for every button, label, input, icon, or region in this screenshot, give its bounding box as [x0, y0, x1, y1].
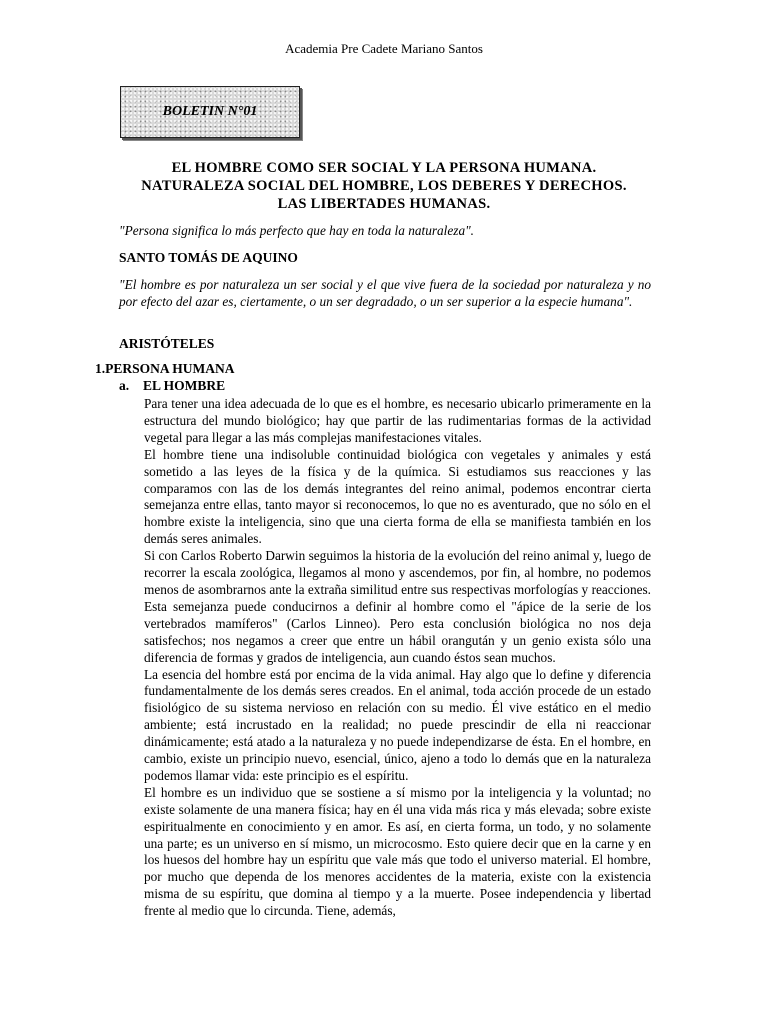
subsection-title: EL HOMBRE: [143, 378, 226, 393]
body-text: [144, 396, 651, 920]
section-heading: 1.PERSONA HUMANA: [95, 361, 235, 376]
quote-aristotle: "El hombre es por naturaleza un ser social y el que vive fuera de la sociedad por naturaleza y no por efecto del azar es, ciertamente, o un ser degradado, o un ser superior a la especie humana".: [119, 277, 651, 309]
document-title: [0, 159, 768, 213]
paragraph: El hombre tiene una indisoluble continuidad biológica con vegetales y animales y está sometido a las leyes de la física y de la química. Si estudiamos sus reacciones y las comparamos con las de los demás integrantes del reino animal, podemos encontrar cierta semejanza entre ellas, tanto mayor si reconocemos, lo que no es aventurado, que no sólo en el hombre existe la inteligencia, sino que una cierta forma de ella se manifiesta también en los demás seres animales.: [144, 446, 651, 547]
title-line-2: NATURALEZA SOCIAL DEL HOMBRE, LOS DEBERES Y DERECHOS.: [141, 178, 627, 194]
paragraph: Para tener una idea adecuada de lo que es el hombre, es necesario ubicarlo primeramente en la estructura del mundo biológico; hay que partir de las rudimentarias formas de la actividad vegetal para llegar a las más complejas manifestaciones vitales.: [144, 396, 651, 445]
bulletin-box: [120, 86, 300, 138]
paragraph: Si con Carlos Roberto Darwin seguimos la historia de la evolución del reino animal y, luego de recorrer la escala zoológica, llegamos al mono y ascendemos, por fin, al hombre, no podemos menos de asombrarnos ante la extraña similitud entre sus respectivas morfologías y reacciones. Esta semejanza puede conducirnos a definir al hombre como el "ápice de la serie de los vertebrados mamíferos" (Carlos Linneo). Pero esta conclusión biológica no nos deja satisfechos; nos negamos a creer que entre un hábil orangután y un genio exista sólo una diferencia de formas y grados de inteligencia, aun cuando éstos sean muchos.: [144, 548, 651, 665]
paragraph: La esencia del hombre está por encima de la vida animal. Hay algo que lo define y diferencia fundamentalmente de los demás seres creados. En el animal, toda acción procede de un estado fisiológico de su sistema nervioso en relación con su medio. Él vive estático en el medio ambiente; está incrustado en la realidad; no puede prescindir de ella ni reaccionar dinámicamente; está atado a la naturaleza y no puede independizarse de ésta. En el hombre, en cambio, existe un principio nuevo, esencial, único, ajeno a todo lo demás que en la naturaleza podemos llamar vida: este principio es el espíritu.: [144, 666, 651, 783]
subsection-heading: [119, 378, 225, 394]
title-line-3: LAS LIBERTADES HUMANAS.: [277, 196, 491, 212]
quote-author-aristotle: ARISTÓTELES: [119, 336, 215, 351]
quote-author-aquino: SANTO TOMÁS DE AQUINO: [119, 250, 298, 265]
bulletin-label: BOLETIN N°01: [162, 104, 258, 119]
page-header: Academia Pre Cadete Mariano Santos: [285, 41, 483, 56]
quote-aquino: "Persona significa lo más perfecto que hay en toda la naturaleza".: [119, 223, 474, 238]
paragraph: El hombre es un individuo que se sostiene a sí mismo por la inteligencia y la voluntad; no existe solamente de una manera física; hay en él una vida más rica y más elevada; sobre existe espiritualmente en conocimiento y en amor. Es así, en cierta forma, un todo, y no solamente una parte; es un universo en sí mismo, un microcosmo. Esto quiere decir que en la carne y en los huesos del hombre hay un espíritu que vale más que todo el universo material. El hombre, por mucho que dependa de los menores accidentes de la materia, existe con la existencia misma de su espíritu, que domina al tiempo y a la muerte. Posee independencia y libertad frente al medio que lo circunda. Tiene, además,: [144, 784, 651, 919]
subsection-letter: a.: [119, 378, 130, 393]
title-line-1: EL HOMBRE COMO SER SOCIAL Y LA PERSONA HUMANA.: [171, 160, 597, 176]
